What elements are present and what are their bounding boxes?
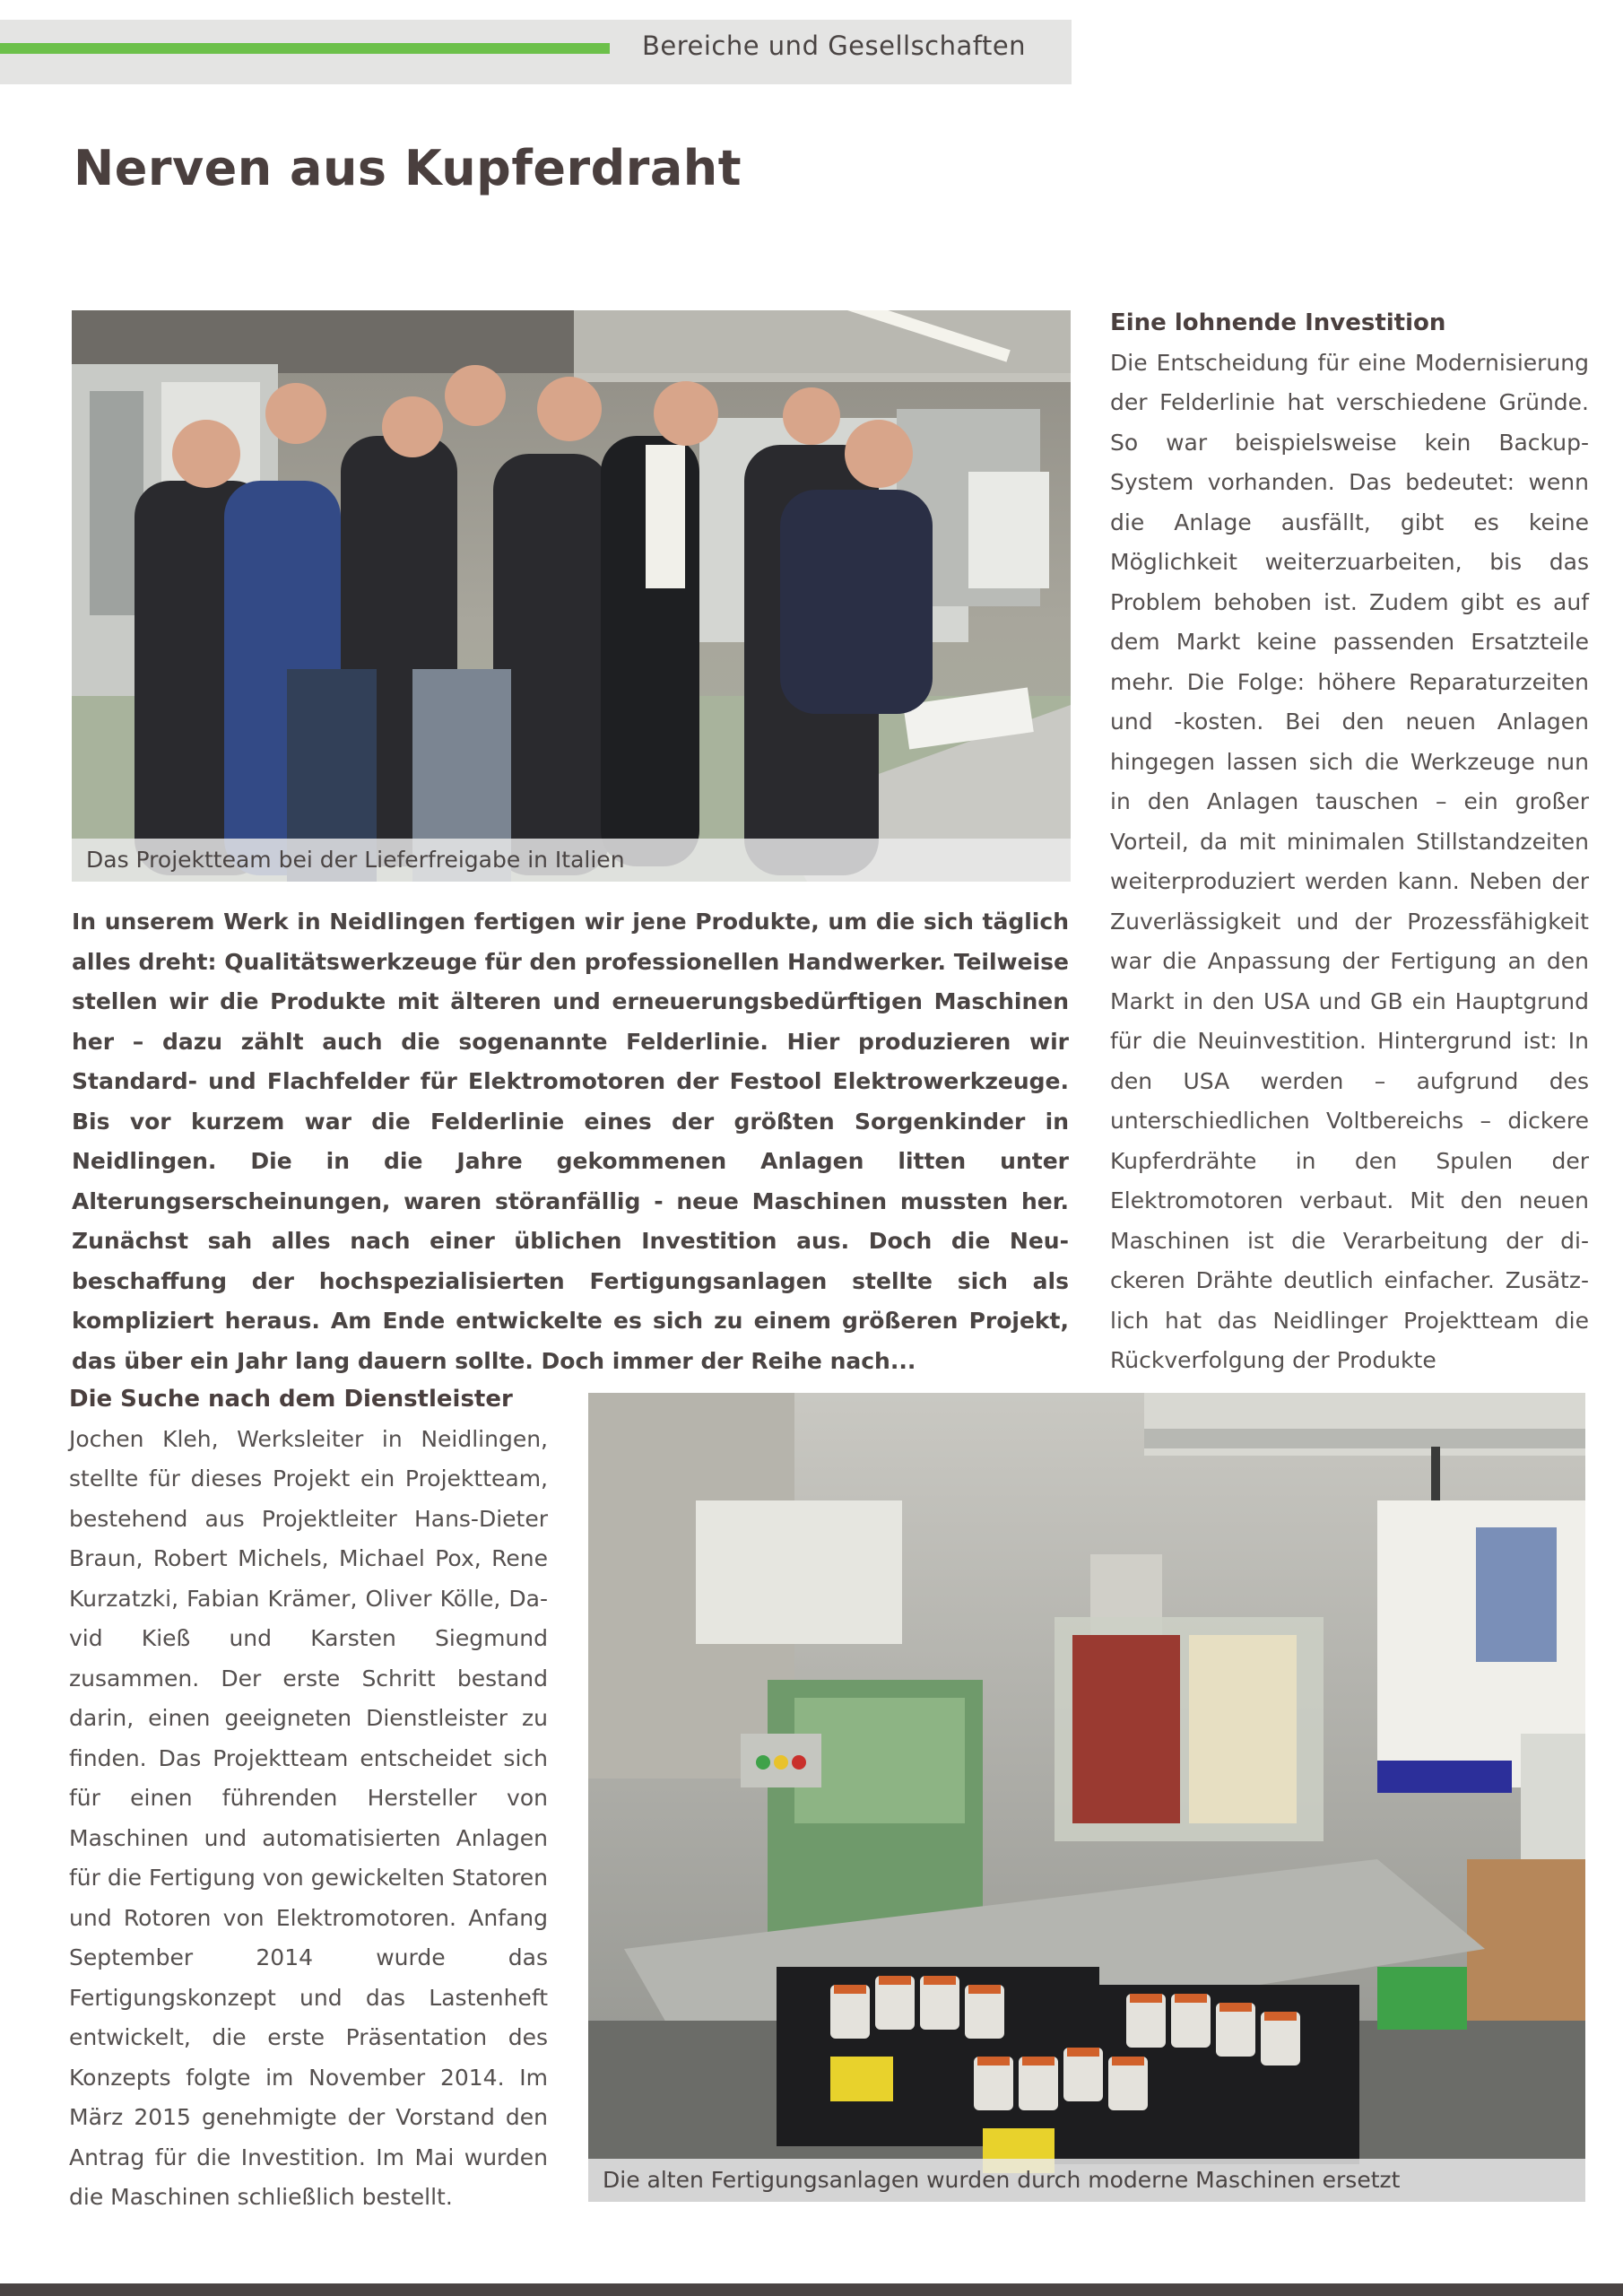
right-column bbox=[1110, 303, 1589, 1381]
section-label: Bereiche und Gesellschaften bbox=[642, 30, 1027, 61]
machines-photo-illustration bbox=[588, 1393, 1585, 2202]
left-column bbox=[69, 1379, 548, 2218]
team-photo bbox=[72, 310, 1071, 882]
page-footer-bar bbox=[0, 2283, 1623, 2296]
machines-photo-caption: Die alten Fertigungsanlagen wurden durch moderne Maschinen ersetzt bbox=[588, 2159, 1585, 2202]
team-photo-illustration bbox=[72, 310, 1071, 882]
section-body-investment: Die Entscheidung für eine Modernisierung der Felderlinie hat verschiedene Gründe. So war beispielsweise kein Backup-System vorhanden. Das bedeutet: wenn die Anlage ausfällt, gibt es keine Möglichkeit weiterzuarbeiten, bis das Problem behoben ist. Zudem gibt es auf dem Markt keine passenden Ersatzteile mehr. Die Folge: höhere Reparaturzeiten und -kosten. Bei den neuen Anlagen hingegen lassen sich die Werkzeuge nun in den Anlagen tauschen – ein großer Vorteil, da mit minimalen Stillstandzeiten weiterproduziert werden kann. Neben der Zuverlässigkeit und der Prozessfähigkeit war die Anpassung der Fertigung an den Markt in den USA und GB ein Hauptgrund für die Neuinvestition. Hintergrund ist: In den USA werden – aufgrund des unterschiedlichen Voltbereichs – dickere Kupferdrähte in den Spulen der Elektromotoren verbaut. Mit den neuen Maschinen ist die Verarbeitung der dickeren Drähte deutlich einfacher. Zusätzlich hat das Neidlinger Projektteam die Rückverfolgung der Produkte bbox=[1110, 349, 1589, 1373]
section-body-supplier: Jochen Kleh, Werksleiter in Neidlingen, stellte für dieses Projekt ein Projektteam, bestehend aus Projektleiter Hans-Dieter Braun, Robert Michels, Michael Pox, Rene Kurzatzki, Fabian Krämer, Oliver Kölle, David Kieß und Karsten Siegmund zusammen. Der erste Schritt bestand darin, einen geeigneten Dienstleister zu finden. Das Projektteam entscheidet sich für einen führenden Hersteller von Maschinen und automatisierten Anlagen für die Fertigung von gewickelten Statoren und Rotoren von Elektromotoren. Anfang September 2014 wurde das Fertigungskonzept und das Lastenheft entwickelt, die erste Präsentation des Konzepts folgte im November 2014. Im März 2015 genehmigte der Vorstand den Antrag für die Investition. Im Mai wurden die Maschinen schließlich bestellt. bbox=[69, 1425, 549, 2210]
section-heading-supplier: Die Suche nach dem Dienstleister bbox=[69, 1386, 513, 1413]
section-heading-investment: Eine lohnende Investition bbox=[1110, 309, 1446, 336]
team-photo-caption: Das Projektteam bei der Lieferfreigabe in Italien bbox=[72, 839, 1071, 882]
article-lead: In unserem Werk in Neidlingen fertigen wir jene Produkte, um die sich täglich alles dreht: Qualitätswerkzeuge für den professionellen Handwerker. Teilweise stellen wir die Produkte mit älteren und erneuerungsbedürftigen Maschinen her – dazu zählt auch die sogenannte Felderlinie. Hier produzieren wir Standard- und Flachfelder für Elektromotoren der Festool Elektrowerkzeuge. Bis vor kurzem war die Felderlinie eines der größten Sorgenkinder in Neidlingen. Die in die Jahre gekommenen Anlagen litten unter Alterungserscheinungen, waren störanfällig - neue Maschinen mussten her. Zunächst sah alles nach einer üblichen Investition aus. Doch die Neubeschaffung der hochspezialisierten Fertigungsanlagen stellte sich als kompliziert heraus. Am Ende entwickelte es sich zu einem größeren Projekt, das über ein Jahr lang dauern sollte. Doch immer der Reihe nach... bbox=[72, 909, 1069, 1374]
section-accent-bar bbox=[0, 43, 610, 54]
article-title: Nerven aus Kupferdraht bbox=[74, 140, 742, 196]
machines-photo bbox=[588, 1393, 1585, 2202]
